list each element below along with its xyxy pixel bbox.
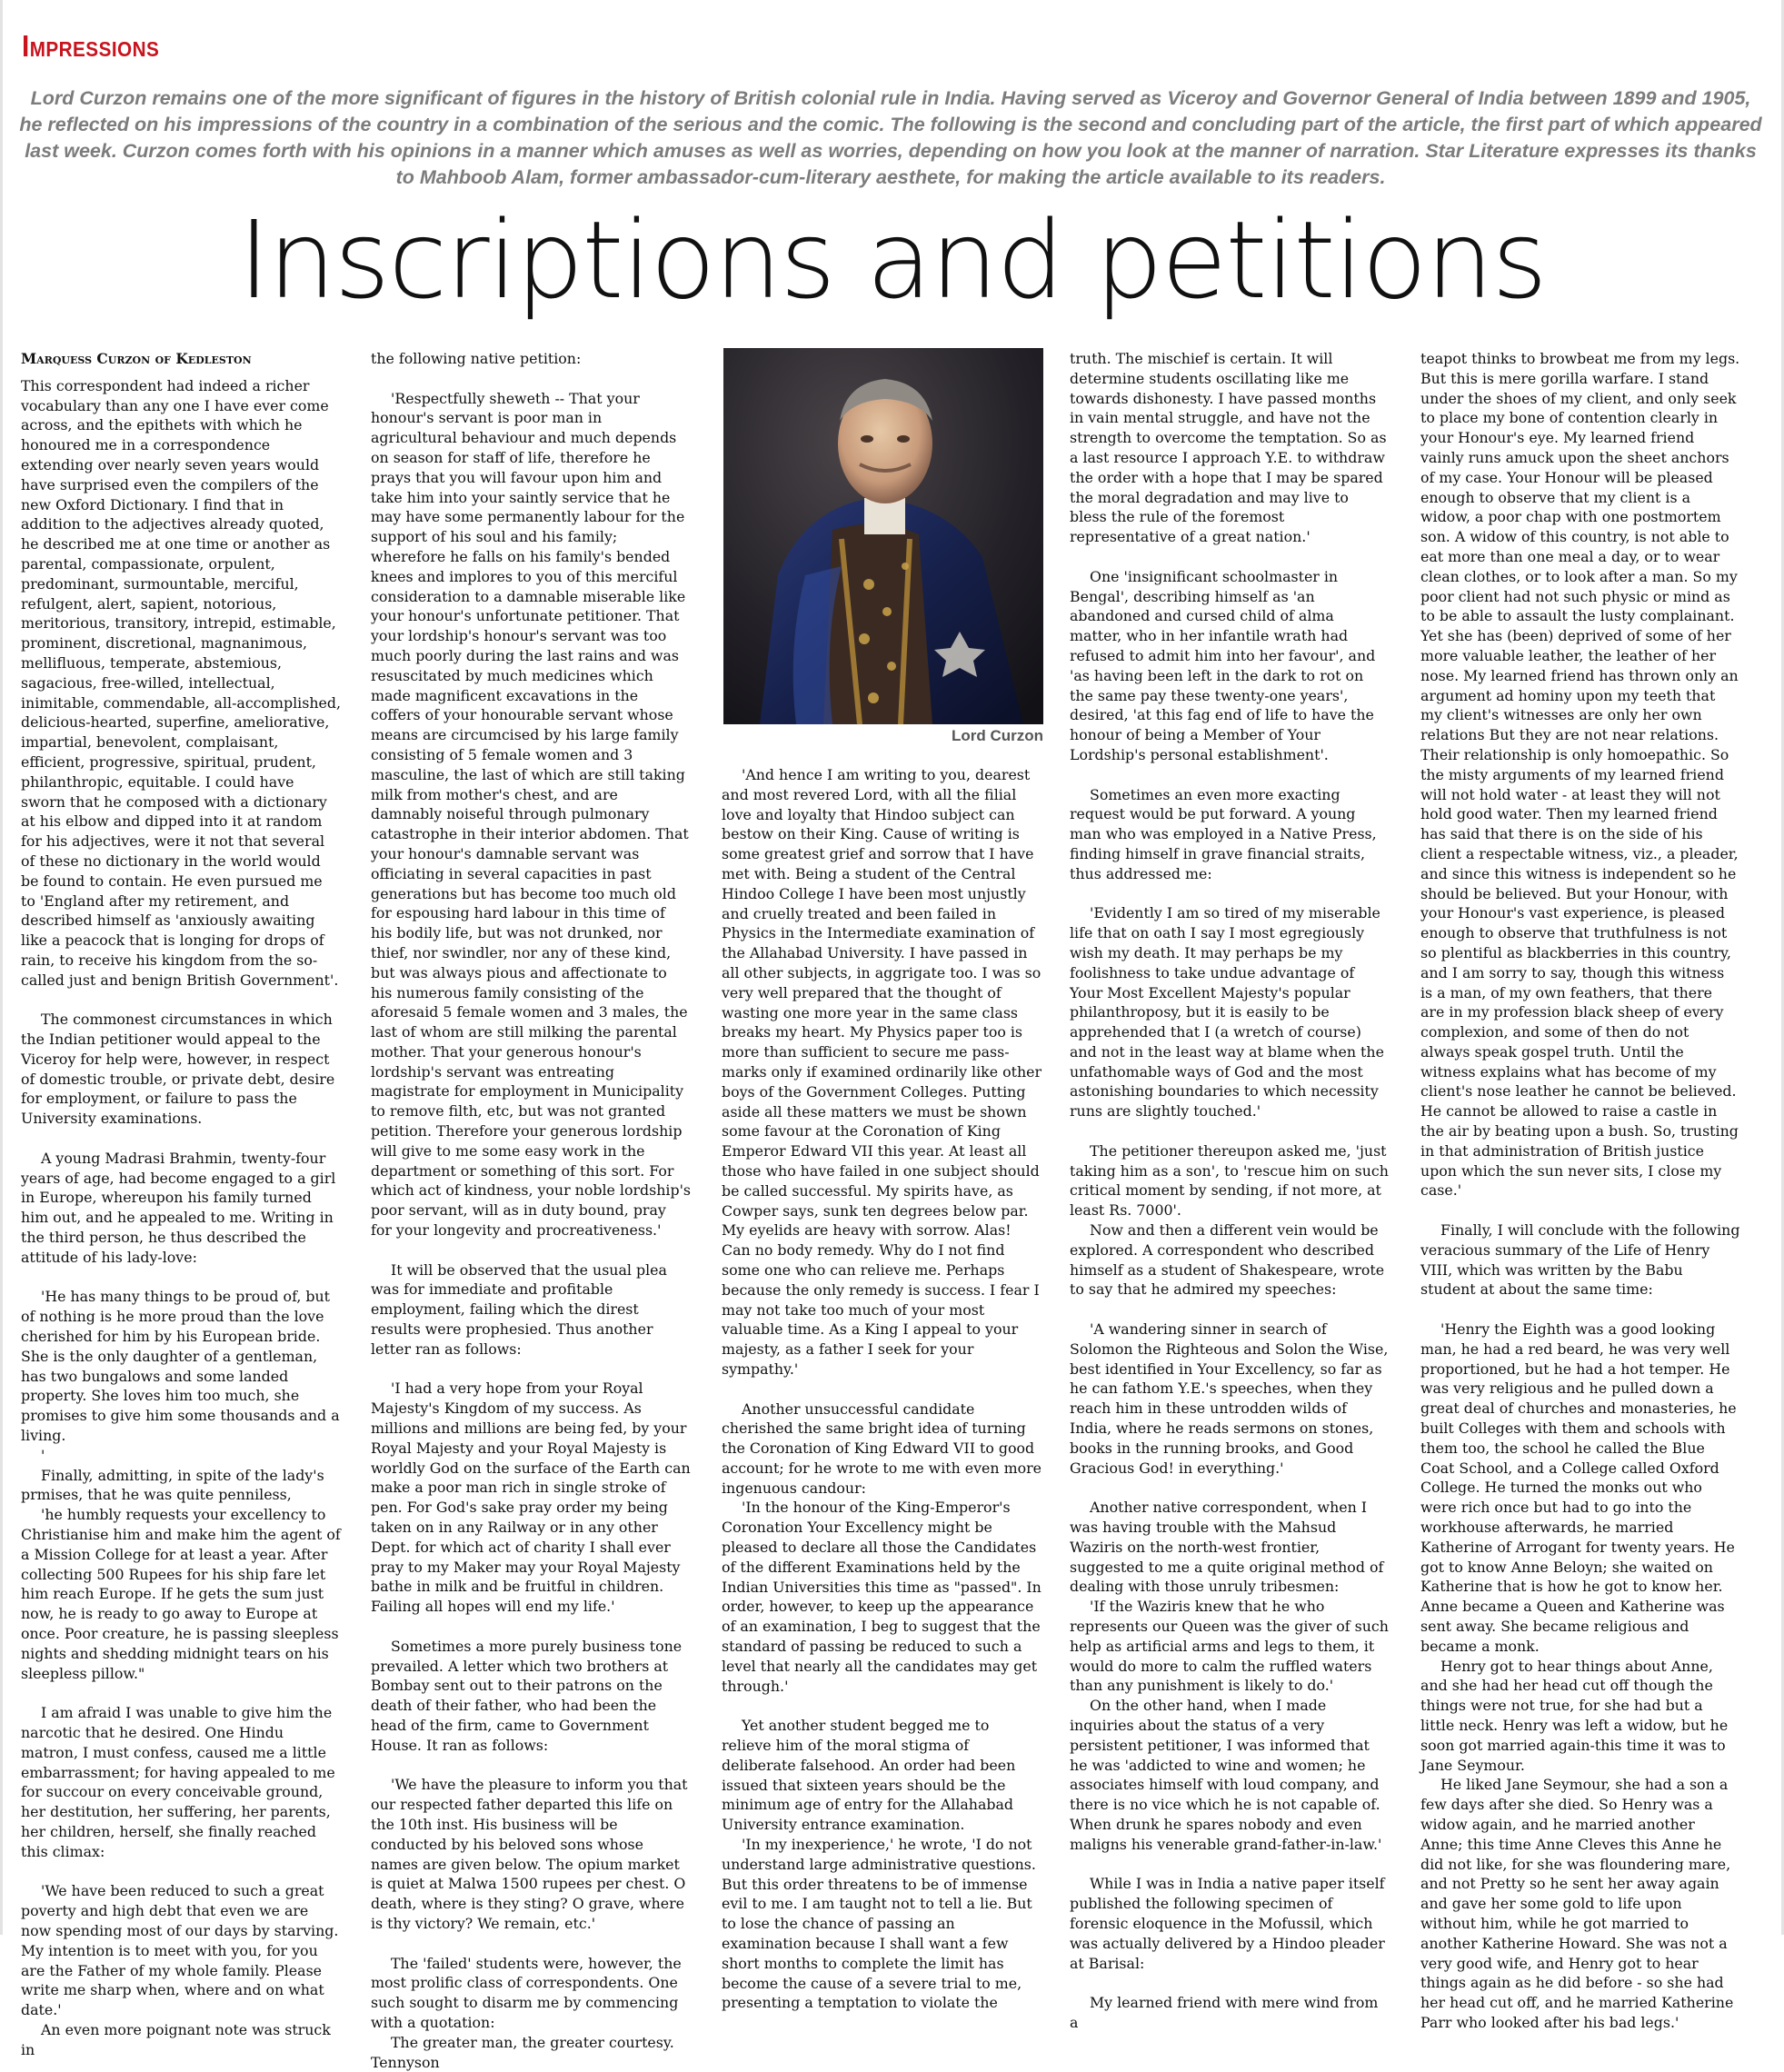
paragraph: Sometimes an even more exacting request would be put forward. A young man who was employed in a Native Press, finding himself in grave financial straits, thus addressed me: — [1070, 785, 1377, 882]
intro-standfirst: Lord Curzon remains one of the more significant of figures in the history of British colonial rule in India. Having served as Viceroy and Governor General of India between 1899 and 1905, he reflected on his impressions of the country in a combination of the serious and the comic. The following is the second and concluding part of the article, the first part of which appeared last week. Curzon comes forth with his opinions in a manner which amuses as well as worries, depending on how you look at the manner of narration. Star Literature expresses its thanks to Mahboob Alam, former ambassador-cum-literary aesthete, for making the article available to its readers. — [19, 87, 1762, 188]
paragraph: Yet another student begged me to relieve him of the moral stigma of deliberate falsehood. An order had been issued that sixteen years should be the minimum age of entry for the Allahabad University entrance examination. — [722, 1717, 1016, 1834]
paragraph: One 'insignificant schoolmaster in Bengal', describing himself as 'an abandoned and cursed child of alma matter, who in her infantile wrath had refused to admit him into her favour', and 'as having been left in the dark to rot on the same pay these twenty-one years', desired, 'at this fag end of life to have the honour of being a Member of Your Lordship's personal establishment'. — [1070, 567, 1376, 763]
quote-paragraph: teapot thinks to browbeat me from my legs. But this is mere gorilla warfare. I stand under the shoes of my client, and only seek to place my bone of contention clearly in your Honour's eye. My learned friend vainly runs amuck upon the sheet anchors of my case. Your Honour will be pleased enough to observe that my client is a widow, a poor chap with one postmortem son. A widow of this country, is not able to eat more than one meal a day, or to wear clean clothes, or to look after a man. So my poor client had not such physic or mind as to be able to assault the lusty complainant. Yet she has (been) deprived of some of her more valuable leather, the leather of her nose. My learned friend has thrown only an argument ad hominy upon my teeth that my client's witnesses are only her own relations But they are not near relations. Their relationship is only homoepathic. So the misty arguments of my learned friend will not hold water - at least they will not hold good water. Then my learned friend has said that there is on the side of his client a respectable witness, viz., a pleader, and since this witness is independent so he should be believed. But your Honour, with your Honour's vast experience, is pleased enough to observe that truthfulness is not so plentiful as blackberries in this country, and I am sorry to say, though this witness is a man, of my own feathers, that there are in my profession black sheep of every complexion, and some of then do not always speak gospel truth. Until the witness explains what has become of my client's nose leather he cannot be believed. He cannot be allowed to raise a castle in the air by beating upon a bush. So, trusting in that administration of British justice upon which the sun never sits, I close my case.' — [1420, 350, 1740, 1200]
paragraph: This correspondent had indeed a richer vocabulary than any one I have ever come across, and the epithets with which he honoured me in a correspondence extending over nearly seven years would have surprised even the compilers of the new Oxford Dictionary. I find that in addition to the adjectives already quoted, he described me at one time or another as parental, compassionate, orpulent, predominant, surmountable, merciful, refulgent, alert, sapient, notorious, meritorious, transitory, intrepid, estimable, prominent, discretional, magnanimous, mellifluous, temperate, abstemious, sagacious, free-willed, intellectual, inimitable, commendable, all-accomplished, delicious-hearted, superfine, ameliorative, impartial, benevolent, complaisant, efficient, progressive, spiritual, prudent, philanthropic, equitable. I could have sworn that he composed with a dictionary at his elbow and dipped into it at random for his adjectives, were it not that several of these no dictionary in the world would be found to contain. He even pursued me to 'England after my retirement, and described himself as 'anxiously awaiting like a peacock that is longing for drops of rain, to receive his kingdom from the so-called just and benign British Government'. — [21, 376, 341, 989]
paragraph: It will be observed that the usual plea was for immediate and profitable employment, failing which the direst results were prophesied. Thus another letter ran as follows: — [371, 1260, 667, 1358]
article-column-5 — [1420, 349, 1740, 2033]
quote-paragraph: 'A wandering sinner in search of Solomon the Righteous and Solon the Wise, best identified in Your Excellency, so far as he can fathom Y.E.'s speeches, when they reach him in these untrodden wilds of India, where he reads sermons on stones, books in the running brooks, and Good Gracious God! in everything.' — [1070, 1320, 1389, 1477]
paragraph: An even more poignant note was struck in — [21, 2020, 331, 2058]
article-column-1 — [21, 349, 341, 2060]
paragraph: Another native correspondent, when I was having trouble with the Mahsud Waziris on the north-west frontier, suggested to me a quite original method of dealing with those unruly tribesmen: — [1070, 1499, 1384, 1596]
quote-paragraph: He liked Jane Seymour, she had a son a few days after she died. So Henry was a widow again, and he married another Anne; this time Anne Cleves this Anne he did not like, for she was floundering mare, and not Pretty so he sent her away again and gave her some gold to life upon without him, while he got married to another Katherine Howard. She was not a very good wife, and Henry got to hear things again as he did before - so she had her head cut off, and he married Katherine Parr who looked after his bad legs.' — [1420, 1776, 1734, 2031]
paragraph: On the other hand, when I made inquiries about the status of a very persistent petitioner, I was informed that he was 'addicted to wine and women; he associates himself with loud company, and there is no vice which he is not capable of. When drunk he spares nobody and even maligns his venerable grand-father-in-law.' — [1070, 1697, 1382, 1853]
paragraph: Sometimes a more purely business tone prevailed. A letter which two brothers at Bombay sent out to their patrons on the death of their father, who had been the head of the firm, came to Government House. It ran as follows: — [371, 1637, 683, 1754]
paragraph: The commonest circumstances in which the Indian petitioner would appeal to the Viceroy for help were, however, in respect of domestic trouble, or private debt, desire for employment, or failure to pass the University examinations. — [21, 1011, 335, 1128]
quote-paragraph: 'We have the pleasure to inform you that our respected father departed this life on the 10th inst. His business will be conducted by his beloved sons whose names are given below. The opium market is quiet at Malwa 1500 rupees per chest. O death, where is they sting? O grave, where is thy victory? We remain, etc.' — [371, 1776, 688, 1932]
quote-paragraph: 'In the honour of the King-Emperor's Coronation Your Excellency might be pleased to declare all those the Candidates of the different Examinations held by the Indian Universities this time as "passed". In order, however, to keep up the appearance of an examination, I beg to suggest that the standard of passing be reduced to such a level that nearly all the candidates may get through.' — [722, 1499, 1041, 1695]
paragraph: I am afraid I was unable to give him the narcotic that he desired. One Hindu matron, I must confess, caused me a little embarrassment; for having appealed to me for succour on every conceivable ground, her destitution, her suffering, her parents, her children, herself, she finally reached this climax: — [21, 1704, 335, 1860]
photo-caption: Lord Curzon — [951, 727, 1043, 744]
quote-paragraph: 'Henry the Eighth was a good looking man, he had a red beard, he was very well proportioned, but he had a hot temper. He was very religious and he pulled down a great deal of churches and monasteries, he built Colleges with them and schools with them too, the school he called the Blue Coat School, and a College called Oxford College. He turned the monks out who were rich once but had to go into the workhouse afterwards, he married Katherine of Arrogant for twenty years. He got to know Anne Beloyn; she waited on Katherine that is how he got to know her. Anne became a Queen and Katherine was sent away. She became religious and became a monk. — [1420, 1320, 1737, 1655]
paragraph: Now and then a different vein would be explored. A correspondent who described himself as a student of Shakespeare, wrote to say that he admired my speeches: — [1070, 1221, 1385, 1299]
quote-paragraph: 'he humbly requests your excellency to Christianise him and make him the agent of a Mission College for at least a year. After collecting 500 Rupees for his ship fare let him reach Europe. If he gets the sum just now, he is ready to go away to Europe at once. Poor creature, he is passing sleepless nights and shedding midnight tears on his sleepless pillow." — [21, 1506, 341, 1682]
quote-paragraph: 'Evidently I am so tired of my miserable life that on oath I say I most egregiously wish my death. It may perhaps be my foolishness to take undue advantage of Your Most Excellent Majesty's popular philanthroposy, but it is easily to be apprehended that I (a wretch of course) and not in the least way at blame when the unfathomable ways of God and the most astonishing boundaries to which necessity runs are slightly touched.' — [1070, 904, 1384, 1121]
byline: Marquess Curzon of Kedleston — [21, 350, 252, 367]
paragraph: While I was in India a native paper itself published the following specimen of forensic eloquence in the Mofussil, which was actually delivered by a Hindoo pleader at Barisal: — [1070, 1875, 1385, 1972]
page-title: Inscriptions and petitions — [238, 197, 1546, 323]
paragraph: A young Madrasi Brahmin, twenty-four years of age, had become engaged to a girl in Europe, whereupon his family turned him out, and he appealed to me. Writing in the third person, he thus described the attitude of his lady-love: — [21, 1149, 336, 1266]
article-column-4 — [1070, 349, 1390, 2033]
paragraph: ' — [41, 1446, 45, 1464]
paragraph: My learned friend with mere wind from a — [1070, 1994, 1379, 2031]
paragraph: Finally, admitting, in spite of the lady's prmises, that he was quite penniless, — [21, 1466, 324, 1504]
quote-paragraph: 'If the Waziris knew that he who represents our Queen was the giver of such help as artificial arms and legs to them, it would do more to calm the ruffled waters than any punishment is likely to do.' — [1070, 1598, 1389, 1695]
quote-paragraph: 'Respectfully sheweth -- That your honour's servant is poor man in agricultural behaviour and much depends on season for staff of life, therefore he prays that you will favour upon him and take him into your saintly service that he may have some permanently labour for the support of his soul and his family; wherefore he falls on his family's bended knees and implores to you of this merciful consideration to a damnable miserable like your honour's unfortunate petitioner. That your lordship's honour's servant was too much poorly during the last rains and was resuscitated by much medicines which made magnificent excavations in the coffers of your honourable servant whose means are circumcised by his large family consisting of 5 female women and 3 masculine, the last of which are still taking milk from mother's chest, and are damnably noiseful through pulmonary catastrophe in their interior abdomen. That your honour's damnable servant was officiating in several capacities in past generations but has become too much old for espousing hard labour in this time of his bodily life, but was not drunked, nor thief, nor swindler, nor any of these kind, but was always pious and affectionate to his numerous family consisting of the aforesaid 5 female women and 3 males, the last of whom are still milking the parental mother. That your generous honour's lordship's servant was entreating magistrate for employment in Municipality to remove filth, etc, but was not granted petition. Therefore your generous lordship will give to me some easy work in the department or something of this sort. For which act of kindness, your noble lordship's poor servant, will as in duty bound, pray for your longevity and procreativeness.' — [371, 389, 692, 1240]
article-column-3 — [722, 765, 1041, 2013]
section-label: Impressions — [22, 29, 160, 63]
paragraph: the following native petition: — [371, 350, 582, 367]
quote-paragraph: 'I had a very hope from your Royal Majesty's Kingdom of my success. As millions and millions are being fed, by your Royal Majesty and your Royal Majesty is worldly God on the surface of the Earth can make a poor man rich in single stroke of pen. For God's sake pray order my being taken on in any Railway or in any other Dept. for which act of charity I shall ever pray to my Maker may your Royal Majesty bathe in milk and be fruitful in children. Failing all hopes will end my life.' — [371, 1380, 691, 1616]
portrait-photo — [723, 348, 1043, 724]
quote-paragraph: 'He has many things to be proud of, but of nothing is he more proud than the love cherished for him by his European bride. She is the only daughter of a gentleman, has two bungalows and some landed property. She loves him too much, she promises to give him some thousands and a living. — [21, 1288, 340, 1445]
quote-paragraph: 'We have been reduced to such a great poverty and high debt that even we are now spending most of our days by starving. My intention is to meet with you, for you are the Father of my whole family. Please write me sharp when, where and on what date.' — [21, 1882, 339, 2019]
quotation-attribution: Tennyson — [371, 2053, 440, 2071]
paragraph: Finally, I will conclude with the following veracious summary of the Life of Henry VIII, which was written by the Babu student at about the same time: — [1420, 1221, 1740, 1299]
quotation: The greater man, the greater courtesy. — [391, 2033, 674, 2051]
paragraph: Another unsuccessful candidate cherished the same bright idea of turning the Coronation of King Edward VII to good account; for he wrote to me with even more ingenuous candour: — [722, 1400, 1041, 1497]
quote-paragraph: Henry got to hear things about Anne, and she had her head cut off though the things were not true, for she had but a little neck. Henry was left a widow, but he soon got married again-this time it was to Jane Seymour. — [1420, 1657, 1729, 1774]
paragraph: The petitioner thereupon asked me, 'just taking him as a son', to 'rescue him on such critical moment by sending, if not more, at least Rs. 7000'. — [1070, 1141, 1389, 1220]
article-column-2 — [371, 349, 691, 2072]
paragraph: truth. The mischief is certain. It will determine students oscillating like me towards dishonesty. I have passed months in vain mental struggle, and have not the strength to overcome the temptation. So as a last resource I approach Y.E. to withdraw the order with a hope that I may be spared the moral degradation and may live to bless the rule of the foremost representative of a great nation.' — [1070, 350, 1387, 546]
quote-paragraph: 'And hence I am writing to you, dearest and most revered Lord, with all the filial love and loyalty that Hindoo subject can bestow on their King. Cause of writing is some greatest grief and sorrow that I have met with. Being a student of the Central Hindoo College I have been most unjustly and cruelly treated and been failed in Physics in the Intermediate examination of the Allahabad University. I have passed in all other subjects, in aggrigate too. I was so very well prepared that the thought of wasting one more year in the same class breaks my heart. My Physics paper too is more than sufficient to secure me pass-marks only if examined ordinarily like other boys of the Government Colleges. Putting aside all these matters we must be shown some favour at the Coronation of King Emperor Edward VII this year. At least all those who have failed in one subject should be called successful. My spirits have, as Cowper says, sunk ten degrees below par. My eyelids are heavy with sorrow. Alas! Can no body remedy. Why do I not find some one who can relieve me. Perhaps because the only remedy is success. I fear I may not take too much of your most valuable time. As a King I appeal to your majesty, as a father I seek for your sympathy.' — [722, 766, 1042, 1378]
quote-paragraph: 'In my inexperience,' he wrote, 'I do not understand large administrative questions. But this order threatens to be of immense evil to me. I am taught not to tell a lie. But to lose the chance of passing an examination because I shall want a few short months to complete the limit has become the cause of a severe trial to me, presenting a temptation to violate the — [722, 1836, 1036, 2012]
paragraph: The 'failed' students were, however, the most prolific class of correspondents. One such sought to disarm me by commencing with a quotation: — [371, 1954, 682, 2031]
